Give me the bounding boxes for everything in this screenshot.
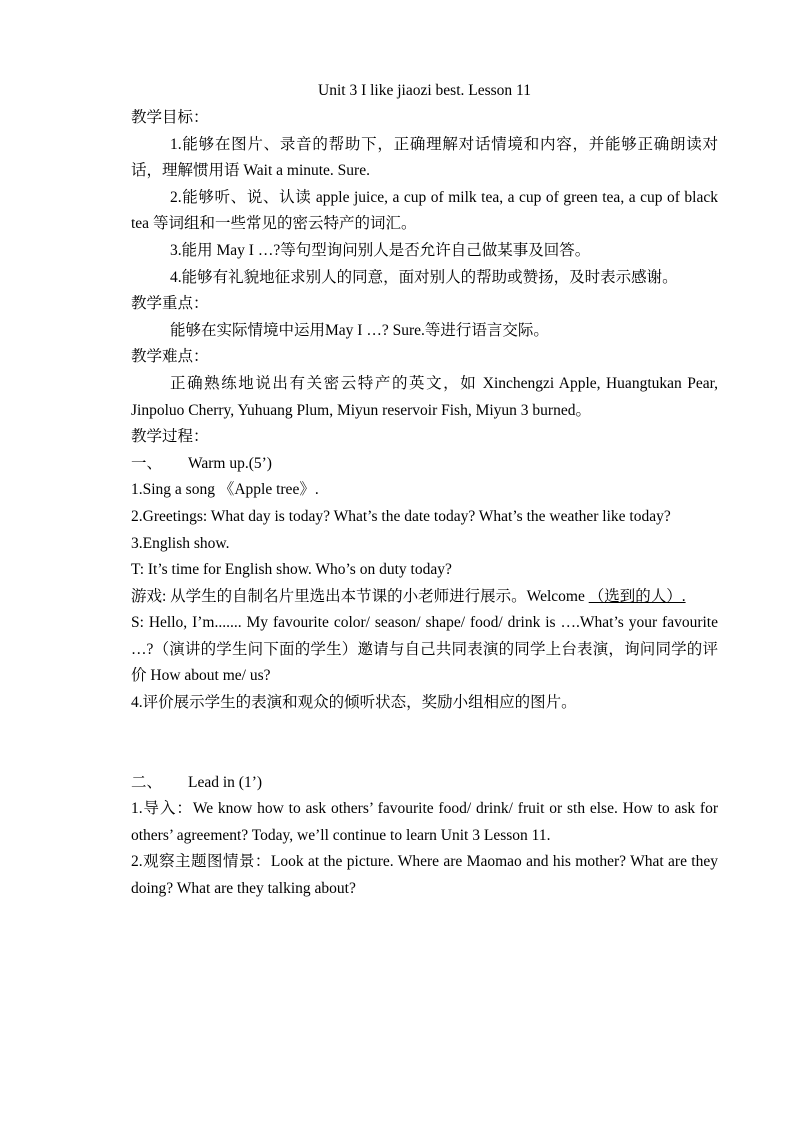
section-1-heading: [131, 451, 718, 478]
objective-item-4: 4.能够有礼貌地征求别人的同意，面对别人的帮助或赞扬，及时表示感谢。: [170, 268, 678, 286]
section-1-line-4: T: It’s time for English show. Who’s on duty today?: [131, 561, 452, 579]
section-1-line-6: 4.评价展示学生的表演和观众的倾听状态，奖励小组相应的图片。: [131, 694, 577, 712]
section-1-game: [131, 584, 718, 611]
key-points-heading: 教学重点：: [131, 295, 209, 313]
key-points-text: 能够在实际情境中运用May I …? Sure.等进行语言交际。: [170, 321, 549, 339]
section-1-title: Warm up.(5’): [188, 454, 272, 472]
objective-item-2: 2.能够听、说、认读 apple juice, a cup of milk tea, a cup of green tea, a cup of black tea 等词组和一些常见的密云特产的词汇。: [131, 188, 718, 233]
section-1-number: 一、: [131, 454, 163, 472]
objectives-heading: 教学目标：: [131, 109, 209, 126]
difficulties-heading: 教学难点：: [131, 348, 209, 366]
blank-spacer: [131, 717, 718, 770]
objective-item-1: 1.能够在图片、录音的帮助下，正确理解对话情境和内容，并能够正确朗读对话，理解惯用语 Wait a minute. Sure.: [131, 135, 718, 180]
process-heading: 教学过程：: [131, 428, 209, 446]
document-page: [131, 78, 718, 903]
section-2-line-1: 1.导入：We know how to ask others’ favourite food/ drink/ fruit or sth else. How to ask for others’ agreement? Today, we’ll continue to learn Unit 3 Lesson 11.: [131, 800, 718, 844]
section-1-line-3: 3.English show.: [131, 534, 230, 552]
difficulties-text: 正确熟练地说出有关密云特产的英文，如 Xinchengzi Apple, Huangtukan Pear, Jinpoluo Cherry, Yuhuang Plum, Miyun reservoir Fish, Miyun 3 burned。: [131, 374, 718, 419]
game-underlined-text: （选到的人）.: [588, 587, 686, 605]
game-text: 游戏: 从学生的自制名片里选出本节课的小老师进行展示。Welcome: [131, 587, 589, 605]
section-2-heading: [131, 770, 718, 797]
section-2-title: Lead in (1’): [188, 773, 263, 791]
section-1-line-1: 1.Sing a song 《Apple tree》.: [131, 481, 319, 499]
section-2-number: 二、: [131, 773, 163, 791]
section-1-line-5: S: Hello, I’m....... My favourite color/ season/ shape/ food/ drink is ….What’s your favourite …?（演讲的学生问下面的学生）邀请与自己共同表演的同学上台表演，询问同学的评价 How about me/ us?: [131, 614, 718, 685]
section-1-line-2: 2.Greetings: What day is today? What’s the date today? What’s the weather like today?: [131, 507, 671, 525]
section-2-line-2: 2.观察主题图情景：Look at the picture. Where are Maomao and his mother? What are they doing? What are they talking about?: [131, 853, 718, 898]
document-title: Unit 3 I like jiaozi best. Lesson 11: [318, 82, 531, 99]
objective-item-3: 3.能用 May I …?等句型询问别人是否允许自己做某事及回答。: [170, 241, 591, 259]
